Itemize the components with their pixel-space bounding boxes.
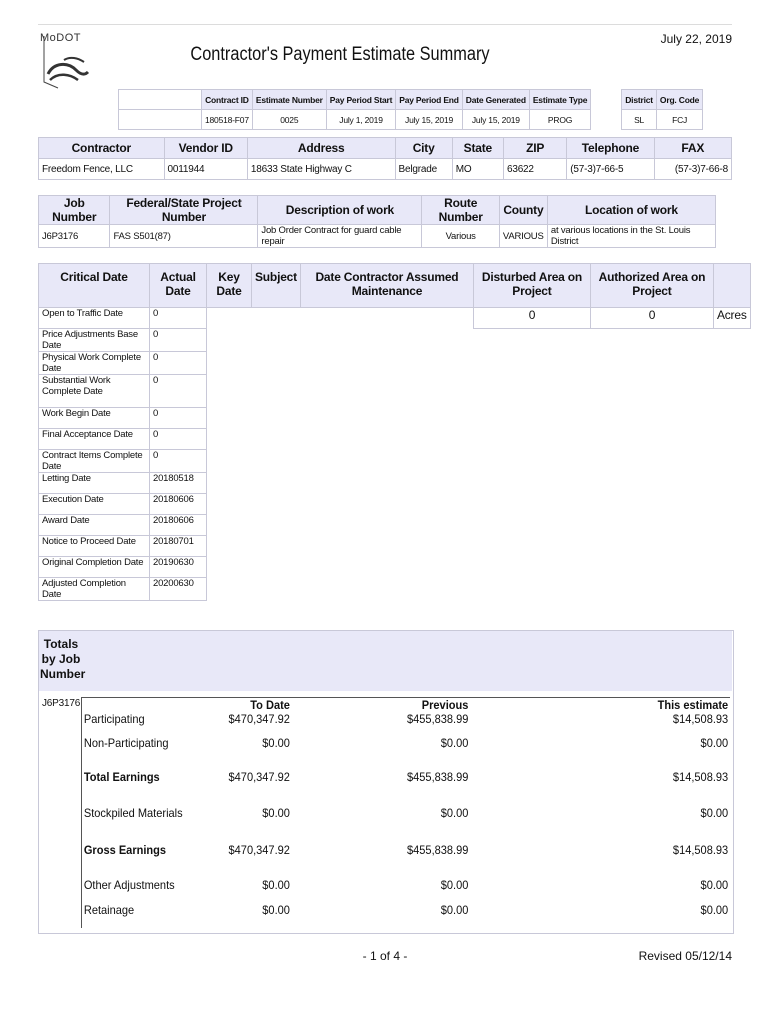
totals-row [82,726,730,760]
estimate-type-value: PROG [529,110,590,130]
address-value: 18633 State Highway C [247,159,395,180]
totals-table-wrap [81,697,730,928]
totals-header-band [39,631,732,691]
fax-label: FAX [654,138,731,159]
critical-row-label: Notice to Proceed Date [39,536,150,557]
vendor-id-value: 0011944 [164,159,247,180]
totals-row-label: Non-Participating [83,736,169,750]
critical-row-label: Work Begin Date [39,408,150,429]
critical-row-value: 0 [150,450,207,473]
project-number-label: Federal/State Project Number [110,196,258,225]
authorized-area-label: Authorized Area on Project [590,264,713,308]
totals-row-label: Retainage [83,903,135,917]
district-value: SL [622,110,657,130]
header-rule [38,24,732,25]
description-value: Job Order Contract for guard cable repair [258,225,422,248]
estimate-number-label: Estimate Number [252,90,326,110]
maintenance-date-label: Date Contractor Assumed Maintenance [300,264,473,308]
estimate-type-label: Estimate Type [529,90,590,110]
totals-row [82,760,730,794]
date-generated-value: July 15, 2019 [462,110,529,130]
critical-row-label: Award Date [39,515,150,536]
this-estimate-value: $14,508.93 [672,770,729,784]
page-number: - 1 of 4 - [362,949,408,963]
to-date-value: $0.00 [262,736,290,750]
address-label: Address [247,138,395,159]
org-code-value: FCJ [656,110,702,130]
blank-cell [119,110,202,130]
this-estimate-value: $0.00 [700,806,729,820]
job-number-value: J6P3176 [39,225,110,248]
totals-row-label: Participating [83,712,145,726]
critical-row-value: 0 [150,308,207,329]
county-label: County [499,196,547,225]
authorized-area-value: 0 [590,308,713,329]
this-estimate-value: $0.00 [700,903,729,917]
critical-date-label: Critical Date [39,264,150,308]
totals-row [82,868,730,902]
critical-row-value: 20190630 [150,557,207,578]
date-generated-label: Date Generated [462,90,529,110]
area-unit: Acres [713,308,750,329]
to-date-value: $0.00 [262,878,290,892]
city-value: Belgrade [395,159,452,180]
pay-period-end-label: Pay Period End [396,90,463,110]
telephone-value: (57-3)7-66-5 [567,159,654,180]
to-date-value: $470,347.92 [228,712,290,726]
location-value: at various locations in the St. Louis District [547,225,715,248]
to-date-value: $0.00 [262,806,290,820]
contract-id-value: 180518-F07 [202,110,253,130]
report-date: July 22, 2019 [660,32,732,46]
subject-label: Subject [252,264,301,308]
critical-row-value: 20200630 [150,578,207,601]
previous-value: $0.00 [440,903,469,917]
critical-row-label: Letting Date [39,473,150,494]
this-estimate-value: $14,508.93 [672,843,729,857]
contractor-label: Contractor [39,138,165,159]
zip-value: 63622 [503,159,566,180]
estimate-info-table [118,89,703,130]
totals-job-number: J6P3176 [42,698,81,709]
route-number-label: Route Number [422,196,499,225]
critical-dates-table [38,263,751,601]
previous-value: $0.00 [440,806,469,820]
pay-period-start-value: July 1, 2019 [326,110,395,130]
totals-table [82,698,730,918]
critical-row-label: Physical Work Complete Date [39,352,150,375]
route-number-value: Various [422,225,499,248]
totals-row [82,832,730,868]
this-estimate-value: $0.00 [700,736,729,750]
totals-row [82,712,730,726]
page-title: Contractor's Payment Estimate Summary [190,44,490,65]
previous-value: $455,838.99 [407,712,469,726]
disturbed-area-label: Disturbed Area on Project [473,264,590,308]
state-value: MO [452,159,503,180]
job-number-label: Job Number [39,196,110,225]
totals-header: Totals by Job Number [40,637,86,681]
totals-row-label: Stockpiled Materials [83,806,183,820]
critical-row-value: 0 [150,352,207,375]
unit-label [713,264,750,308]
critical-row-value: 0 [150,329,207,352]
revision-date: Revised 05/12/14 [638,949,732,963]
county-value: VARIOUS [499,225,547,248]
disturbed-area-value: 0 [473,308,590,329]
previous-value: $0.00 [440,878,469,892]
project-number-value: FAS S501(87) [110,225,258,248]
key-date-label: Key Date [207,264,252,308]
actual-date-label: Actual Date [150,264,207,308]
critical-row-label: Final Acceptance Date [39,429,150,450]
description-label: Description of work [258,196,422,225]
critical-row-label: Execution Date [39,494,150,515]
location-label: Location of work [547,196,715,225]
critical-row-label: Substantial Work Complete Date [39,375,150,408]
critical-row-label: Open to Traffic Date [39,308,150,329]
totals-row-label: Total Earnings [83,770,160,784]
city-label: City [395,138,452,159]
critical-row-value: 20180606 [150,515,207,536]
previous-value: $455,838.99 [407,770,469,784]
zip-label: ZIP [503,138,566,159]
vendor-table [38,137,732,180]
to-date-value: $0.00 [262,903,290,917]
district-label: District [622,90,657,110]
totals-row [82,902,730,918]
critical-row-value: 20180518 [150,473,207,494]
totals-row-label: Other Adjustments [83,878,175,892]
this-estimate-value: $0.00 [700,878,729,892]
telephone-label: Telephone [567,138,654,159]
pay-period-start-label: Pay Period Start [326,90,395,110]
contractor-value: Freedom Fence, LLC [39,159,165,180]
to-date-value: $470,347.92 [228,770,290,784]
critical-row-label: Price Adjustments Base Date [39,329,150,352]
logo-text: MoDOT [40,32,81,44]
org-code-label: Org. Code [656,90,702,110]
pay-period-end-value: July 15, 2019 [396,110,463,130]
state-label: State [452,138,503,159]
critical-row-value: 0 [150,408,207,429]
to-date-header: To Date [250,698,290,712]
critical-row-label: Adjusted Completion Date [39,578,150,601]
to-date-value: $470,347.92 [228,843,290,857]
totals-row-label: Gross Earnings [83,843,167,857]
previous-value: $455,838.99 [407,843,469,857]
fax-value: (57-3)7-66-8 [654,159,731,180]
job-table [38,195,716,248]
critical-row-value: 20180606 [150,494,207,515]
critical-row-label: Contract Items Complete Date [39,450,150,473]
this-estimate-value: $14,508.93 [672,712,729,726]
totals-row [82,794,730,832]
estimate-number-value: 0025 [252,110,326,130]
blank-cell [119,90,202,110]
vendor-id-label: Vendor ID [164,138,247,159]
this-estimate-header: This estimate [657,698,729,712]
previous-header: Previous [421,698,469,712]
critical-row-value: 20180701 [150,536,207,557]
critical-row-value: 0 [150,375,207,408]
previous-value: $0.00 [440,736,469,750]
critical-row-value: 0 [150,429,207,450]
contract-id-label: Contract ID [202,90,253,110]
critical-row-label: Original Completion Date [39,557,150,578]
